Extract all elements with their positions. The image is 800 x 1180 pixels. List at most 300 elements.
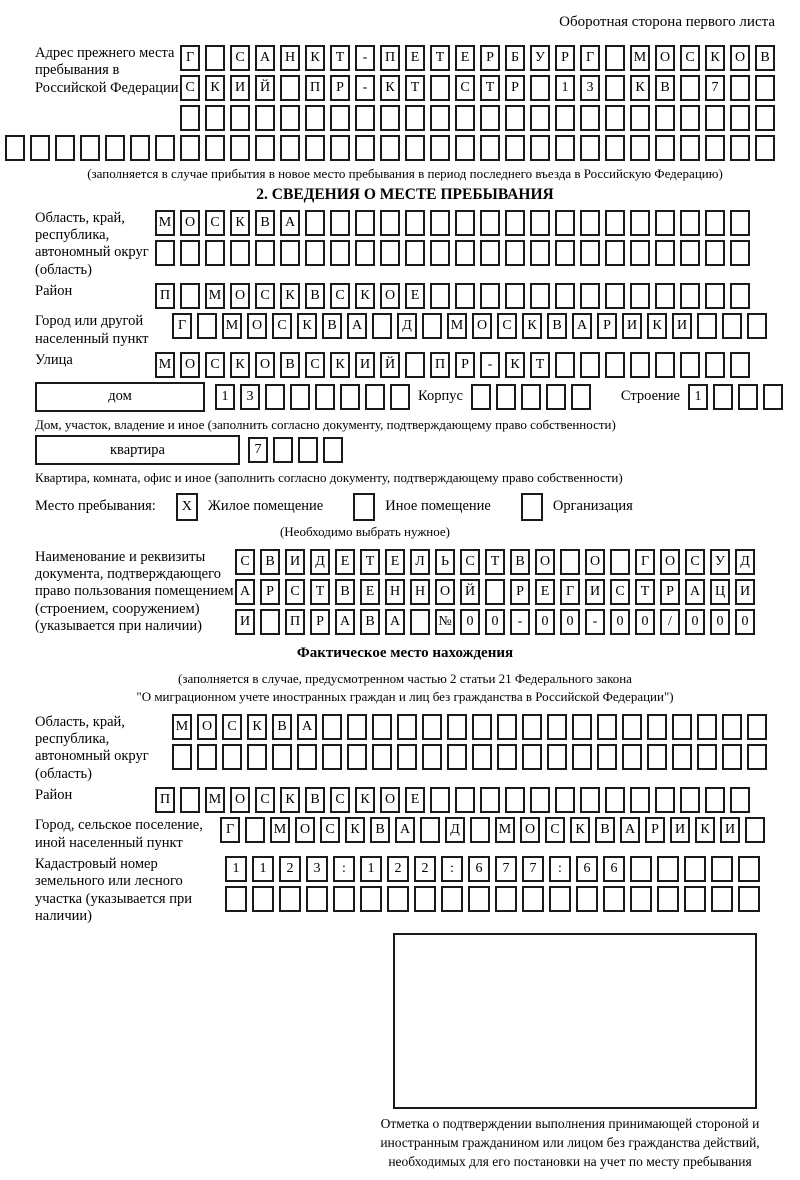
char-cell[interactable]: 7 xyxy=(705,75,725,101)
char-cell[interactable]: С xyxy=(255,787,275,813)
char-cell[interactable]: 7 xyxy=(495,856,517,882)
char-cell[interactable] xyxy=(697,714,717,740)
char-cell[interactable] xyxy=(397,714,417,740)
char-cell[interactable]: С xyxy=(680,45,700,71)
char-cell[interactable]: 3 xyxy=(240,384,260,410)
char-cell[interactable] xyxy=(530,240,550,266)
char-cell[interactable] xyxy=(372,744,392,770)
char-cell[interactable] xyxy=(172,744,192,770)
char-cell[interactable] xyxy=(468,886,490,912)
char-cell[interactable]: Д xyxy=(445,817,465,843)
char-cell[interactable]: 0 xyxy=(710,609,730,635)
char-cell[interactable] xyxy=(252,886,274,912)
char-cell[interactable]: О xyxy=(435,579,455,605)
char-cell[interactable]: М xyxy=(630,45,650,71)
char-cell[interactable] xyxy=(705,787,725,813)
char-cell[interactable] xyxy=(605,210,625,236)
char-cell[interactable] xyxy=(333,886,355,912)
char-cell[interactable] xyxy=(230,240,250,266)
char-cell[interactable]: И xyxy=(235,609,255,635)
char-cell[interactable] xyxy=(387,886,409,912)
char-cell[interactable]: - xyxy=(585,609,605,635)
char-cell[interactable]: А xyxy=(347,313,367,339)
char-cell[interactable] xyxy=(730,75,750,101)
char-cell[interactable]: Г xyxy=(172,313,192,339)
char-cell[interactable]: К xyxy=(355,787,375,813)
char-cell[interactable]: Е xyxy=(405,283,425,309)
char-cell[interactable] xyxy=(522,886,544,912)
char-cell[interactable]: - xyxy=(355,45,375,71)
char-cell[interactable] xyxy=(330,210,350,236)
char-cell[interactable]: Ц xyxy=(710,579,730,605)
char-cell[interactable]: С xyxy=(685,549,705,575)
char-cell[interactable] xyxy=(730,283,750,309)
char-cell[interactable]: 1 xyxy=(215,384,235,410)
char-cell[interactable] xyxy=(422,744,442,770)
char-cell[interactable] xyxy=(480,787,500,813)
char-cell[interactable]: П xyxy=(380,45,400,71)
char-cell[interactable] xyxy=(730,210,750,236)
char-cell[interactable]: К xyxy=(345,817,365,843)
char-cell[interactable] xyxy=(680,240,700,266)
char-cell[interactable]: К xyxy=(570,817,590,843)
char-cell[interactable]: В xyxy=(755,45,775,71)
char-cell[interactable]: П xyxy=(305,75,325,101)
char-cell[interactable] xyxy=(605,787,625,813)
char-cell[interactable] xyxy=(738,856,760,882)
char-cell[interactable]: 1 xyxy=(225,856,247,882)
char-cell[interactable] xyxy=(330,105,350,131)
char-cell[interactable] xyxy=(680,135,700,161)
char-cell[interactable] xyxy=(730,135,750,161)
char-cell[interactable]: 6 xyxy=(468,856,490,882)
char-cell[interactable]: 6 xyxy=(576,856,598,882)
char-cell[interactable]: И xyxy=(622,313,642,339)
char-cell[interactable] xyxy=(655,105,675,131)
char-cell[interactable] xyxy=(155,240,175,266)
char-cell[interactable]: О xyxy=(247,313,267,339)
char-cell[interactable]: Е xyxy=(385,549,405,575)
char-cell[interactable]: О xyxy=(255,352,275,378)
char-cell[interactable] xyxy=(180,240,200,266)
char-cell[interactable] xyxy=(430,105,450,131)
char-cell[interactable] xyxy=(205,45,225,71)
char-cell[interactable]: 3 xyxy=(580,75,600,101)
char-cell[interactable] xyxy=(605,352,625,378)
char-cell[interactable] xyxy=(530,105,550,131)
char-cell[interactable]: В xyxy=(510,549,530,575)
char-cell[interactable] xyxy=(755,75,775,101)
char-cell[interactable]: В xyxy=(255,210,275,236)
char-cell[interactable] xyxy=(605,240,625,266)
char-cell[interactable]: Т xyxy=(480,75,500,101)
char-cell[interactable]: А xyxy=(395,817,415,843)
char-cell[interactable] xyxy=(280,105,300,131)
char-cell[interactable]: Г xyxy=(560,579,580,605)
char-cell[interactable]: А xyxy=(255,45,275,71)
char-cell[interactable] xyxy=(655,787,675,813)
char-cell[interactable]: Т xyxy=(485,549,505,575)
char-cell[interactable]: Т xyxy=(330,45,350,71)
char-cell[interactable] xyxy=(530,135,550,161)
char-cell[interactable] xyxy=(298,437,318,463)
char-cell[interactable]: С xyxy=(330,283,350,309)
char-cell[interactable] xyxy=(230,135,250,161)
char-cell[interactable]: П xyxy=(155,283,175,309)
char-cell[interactable]: В xyxy=(305,283,325,309)
char-cell[interactable] xyxy=(495,886,517,912)
char-cell[interactable] xyxy=(290,384,310,410)
char-cell[interactable] xyxy=(355,210,375,236)
char-cell[interactable] xyxy=(280,240,300,266)
char-cell[interactable] xyxy=(380,240,400,266)
char-cell[interactable] xyxy=(763,384,783,410)
char-cell[interactable] xyxy=(414,886,436,912)
char-cell[interactable]: - xyxy=(355,75,375,101)
char-cell[interactable] xyxy=(472,744,492,770)
char-cell[interactable]: К xyxy=(695,817,715,843)
char-cell[interactable]: 0 xyxy=(610,609,630,635)
char-cell[interactable]: 6 xyxy=(603,856,625,882)
char-cell[interactable] xyxy=(306,886,328,912)
char-cell[interactable] xyxy=(430,787,450,813)
char-cell[interactable] xyxy=(555,283,575,309)
char-cell[interactable] xyxy=(730,352,750,378)
char-cell[interactable]: К xyxy=(330,352,350,378)
char-cell[interactable] xyxy=(647,714,667,740)
char-cell[interactable]: С xyxy=(272,313,292,339)
char-cell[interactable]: 0 xyxy=(460,609,480,635)
char-cell[interactable]: С xyxy=(320,817,340,843)
char-cell[interactable] xyxy=(655,240,675,266)
char-cell[interactable]: Т xyxy=(530,352,550,378)
char-cell[interactable] xyxy=(255,105,275,131)
char-cell[interactable] xyxy=(455,210,475,236)
char-cell[interactable] xyxy=(480,283,500,309)
char-cell[interactable]: В xyxy=(370,817,390,843)
char-cell[interactable] xyxy=(530,283,550,309)
char-cell[interactable] xyxy=(630,210,650,236)
checkbox-residential[interactable]: X xyxy=(176,493,198,521)
char-cell[interactable] xyxy=(422,313,442,339)
char-cell[interactable] xyxy=(245,817,265,843)
char-cell[interactable] xyxy=(180,105,200,131)
char-cell[interactable] xyxy=(305,210,325,236)
char-cell[interactable]: А xyxy=(620,817,640,843)
char-cell[interactable] xyxy=(505,787,525,813)
char-cell[interactable]: 0 xyxy=(535,609,555,635)
char-cell[interactable] xyxy=(365,384,385,410)
char-cell[interactable]: К xyxy=(247,714,267,740)
char-cell[interactable]: Т xyxy=(360,549,380,575)
char-cell[interactable]: А xyxy=(335,609,355,635)
char-cell[interactable]: 0 xyxy=(560,609,580,635)
char-cell[interactable]: : xyxy=(441,856,463,882)
char-cell[interactable] xyxy=(480,210,500,236)
char-cell[interactable] xyxy=(330,135,350,161)
char-cell[interactable] xyxy=(555,210,575,236)
char-cell[interactable] xyxy=(405,240,425,266)
char-cell[interactable] xyxy=(323,437,343,463)
char-cell[interactable] xyxy=(747,744,767,770)
char-cell[interactable]: В xyxy=(547,313,567,339)
char-cell[interactable]: Е xyxy=(535,579,555,605)
char-cell[interactable]: К xyxy=(230,352,250,378)
char-cell[interactable] xyxy=(279,886,301,912)
char-cell[interactable]: Г xyxy=(635,549,655,575)
char-cell[interactable]: Й xyxy=(460,579,480,605)
char-cell[interactable]: И xyxy=(585,579,605,605)
char-cell[interactable]: 1 xyxy=(252,856,274,882)
char-cell[interactable] xyxy=(747,313,767,339)
char-cell[interactable] xyxy=(480,105,500,131)
char-cell[interactable]: С xyxy=(230,45,250,71)
char-cell[interactable]: 7 xyxy=(248,437,268,463)
char-cell[interactable] xyxy=(711,886,733,912)
char-cell[interactable] xyxy=(546,384,566,410)
char-cell[interactable] xyxy=(280,135,300,161)
char-cell[interactable] xyxy=(297,744,317,770)
char-cell[interactable] xyxy=(360,886,382,912)
char-cell[interactable] xyxy=(130,135,150,161)
char-cell[interactable]: № xyxy=(435,609,455,635)
char-cell[interactable]: Ь xyxy=(435,549,455,575)
char-cell[interactable] xyxy=(722,714,742,740)
char-cell[interactable] xyxy=(747,714,767,740)
char-cell[interactable] xyxy=(496,384,516,410)
char-cell[interactable] xyxy=(480,135,500,161)
char-cell[interactable] xyxy=(305,105,325,131)
char-cell[interactable] xyxy=(397,744,417,770)
char-cell[interactable] xyxy=(622,744,642,770)
char-cell[interactable] xyxy=(672,714,692,740)
char-cell[interactable] xyxy=(155,135,175,161)
char-cell[interactable]: Р xyxy=(510,579,530,605)
char-cell[interactable] xyxy=(647,744,667,770)
char-cell[interactable]: С xyxy=(235,549,255,575)
char-cell[interactable]: И xyxy=(672,313,692,339)
char-cell[interactable] xyxy=(630,352,650,378)
char-cell[interactable]: В xyxy=(655,75,675,101)
char-cell[interactable]: К xyxy=(522,313,542,339)
char-cell[interactable]: 0 xyxy=(635,609,655,635)
char-cell[interactable]: 7 xyxy=(522,856,544,882)
char-cell[interactable] xyxy=(322,714,342,740)
char-cell[interactable] xyxy=(265,384,285,410)
char-cell[interactable]: С xyxy=(285,579,305,605)
char-cell[interactable] xyxy=(447,714,467,740)
char-cell[interactable] xyxy=(430,135,450,161)
char-cell[interactable] xyxy=(505,210,525,236)
char-cell[interactable] xyxy=(355,240,375,266)
char-cell[interactable] xyxy=(622,714,642,740)
char-cell[interactable]: Й xyxy=(380,352,400,378)
char-cell[interactable] xyxy=(340,384,360,410)
char-cell[interactable] xyxy=(405,210,425,236)
char-cell[interactable] xyxy=(505,105,525,131)
char-cell[interactable]: О xyxy=(655,45,675,71)
char-cell[interactable]: Р xyxy=(505,75,525,101)
char-cell[interactable]: С xyxy=(222,714,242,740)
char-cell[interactable] xyxy=(555,135,575,161)
char-cell[interactable]: Т xyxy=(310,579,330,605)
char-cell[interactable] xyxy=(205,135,225,161)
char-cell[interactable]: О xyxy=(472,313,492,339)
char-cell[interactable] xyxy=(705,352,725,378)
char-cell[interactable]: : xyxy=(549,856,571,882)
char-cell[interactable] xyxy=(471,384,491,410)
char-cell[interactable] xyxy=(530,75,550,101)
char-cell[interactable] xyxy=(272,744,292,770)
char-cell[interactable] xyxy=(755,105,775,131)
char-cell[interactable]: 1 xyxy=(555,75,575,101)
char-cell[interactable]: И xyxy=(230,75,250,101)
char-cell[interactable] xyxy=(549,886,571,912)
char-cell[interactable]: О xyxy=(730,45,750,71)
char-cell[interactable] xyxy=(430,240,450,266)
char-cell[interactable]: М xyxy=(155,210,175,236)
char-cell[interactable]: А xyxy=(572,313,592,339)
char-cell[interactable]: О xyxy=(380,283,400,309)
char-cell[interactable]: К xyxy=(280,283,300,309)
char-cell[interactable]: Г xyxy=(180,45,200,71)
char-cell[interactable]: : xyxy=(333,856,355,882)
char-cell[interactable] xyxy=(730,240,750,266)
char-cell[interactable] xyxy=(605,135,625,161)
char-cell[interactable] xyxy=(455,105,475,131)
char-cell[interactable]: Е xyxy=(455,45,475,71)
char-cell[interactable]: М xyxy=(155,352,175,378)
char-cell[interactable] xyxy=(697,744,717,770)
char-cell[interactable]: А xyxy=(297,714,317,740)
char-cell[interactable]: М xyxy=(172,714,192,740)
char-cell[interactable]: Г xyxy=(580,45,600,71)
char-cell[interactable]: 1 xyxy=(360,856,382,882)
char-cell[interactable] xyxy=(630,240,650,266)
char-cell[interactable]: С xyxy=(610,579,630,605)
char-cell[interactable]: 1 xyxy=(688,384,708,410)
char-cell[interactable]: - xyxy=(480,352,500,378)
char-cell[interactable]: И xyxy=(285,549,305,575)
char-cell[interactable]: В xyxy=(272,714,292,740)
char-cell[interactable] xyxy=(521,384,541,410)
char-cell[interactable]: Т xyxy=(430,45,450,71)
char-cell[interactable] xyxy=(405,135,425,161)
char-cell[interactable]: Р xyxy=(480,45,500,71)
char-cell[interactable] xyxy=(355,135,375,161)
char-cell[interactable]: Н xyxy=(410,579,430,605)
char-cell[interactable] xyxy=(705,210,725,236)
char-cell[interactable]: Р xyxy=(330,75,350,101)
char-cell[interactable]: С xyxy=(180,75,200,101)
char-cell[interactable] xyxy=(603,886,625,912)
char-cell[interactable] xyxy=(305,135,325,161)
char-cell[interactable] xyxy=(580,105,600,131)
char-cell[interactable]: 2 xyxy=(414,856,436,882)
char-cell[interactable]: К xyxy=(505,352,525,378)
char-cell[interactable]: М xyxy=(495,817,515,843)
char-cell[interactable]: О xyxy=(660,549,680,575)
char-cell[interactable] xyxy=(55,135,75,161)
char-cell[interactable]: К xyxy=(205,75,225,101)
char-cell[interactable]: Е xyxy=(405,45,425,71)
char-cell[interactable] xyxy=(657,856,679,882)
char-cell[interactable] xyxy=(680,352,700,378)
char-cell[interactable] xyxy=(530,210,550,236)
char-cell[interactable]: Й xyxy=(255,75,275,101)
char-cell[interactable] xyxy=(576,886,598,912)
char-cell[interactable] xyxy=(705,105,725,131)
char-cell[interactable]: В xyxy=(360,609,380,635)
char-cell[interactable]: А xyxy=(280,210,300,236)
char-cell[interactable] xyxy=(5,135,25,161)
char-cell[interactable] xyxy=(605,283,625,309)
char-cell[interactable]: В xyxy=(322,313,342,339)
char-cell[interactable] xyxy=(555,105,575,131)
char-cell[interactable] xyxy=(497,714,517,740)
char-cell[interactable] xyxy=(372,714,392,740)
char-cell[interactable]: О xyxy=(180,352,200,378)
char-cell[interactable] xyxy=(430,75,450,101)
char-cell[interactable] xyxy=(655,352,675,378)
char-cell[interactable]: О xyxy=(295,817,315,843)
char-cell[interactable] xyxy=(505,283,525,309)
char-cell[interactable] xyxy=(572,714,592,740)
char-cell[interactable] xyxy=(630,135,650,161)
char-cell[interactable] xyxy=(672,744,692,770)
char-cell[interactable] xyxy=(655,135,675,161)
char-cell[interactable]: В xyxy=(335,579,355,605)
char-cell[interactable] xyxy=(380,135,400,161)
char-cell[interactable]: К xyxy=(380,75,400,101)
char-cell[interactable] xyxy=(522,714,542,740)
char-cell[interactable] xyxy=(430,283,450,309)
char-cell[interactable]: К xyxy=(305,45,325,71)
char-cell[interactable] xyxy=(405,105,425,131)
char-cell[interactable] xyxy=(580,135,600,161)
char-cell[interactable]: Р xyxy=(555,45,575,71)
char-cell[interactable] xyxy=(455,283,475,309)
char-cell[interactable] xyxy=(197,313,217,339)
char-cell[interactable]: Т xyxy=(405,75,425,101)
char-cell[interactable] xyxy=(255,240,275,266)
char-cell[interactable] xyxy=(630,886,652,912)
char-cell[interactable]: Р xyxy=(260,579,280,605)
char-cell[interactable] xyxy=(697,313,717,339)
char-cell[interactable] xyxy=(610,549,630,575)
char-cell[interactable] xyxy=(347,744,367,770)
checkbox-organization[interactable] xyxy=(521,493,543,521)
char-cell[interactable] xyxy=(447,744,467,770)
char-cell[interactable] xyxy=(705,135,725,161)
char-cell[interactable]: С xyxy=(460,549,480,575)
char-cell[interactable]: К xyxy=(647,313,667,339)
char-cell[interactable] xyxy=(230,105,250,131)
char-cell[interactable] xyxy=(730,105,750,131)
char-cell[interactable]: П xyxy=(430,352,450,378)
char-cell[interactable] xyxy=(738,886,760,912)
char-cell[interactable] xyxy=(180,283,200,309)
char-cell[interactable] xyxy=(684,886,706,912)
char-cell[interactable] xyxy=(322,744,342,770)
char-cell[interactable]: Р xyxy=(597,313,617,339)
char-cell[interactable]: Б xyxy=(505,45,525,71)
char-cell[interactable]: 0 xyxy=(485,609,505,635)
char-cell[interactable] xyxy=(222,744,242,770)
char-cell[interactable] xyxy=(555,352,575,378)
char-cell[interactable]: - xyxy=(510,609,530,635)
char-cell[interactable]: У xyxy=(530,45,550,71)
